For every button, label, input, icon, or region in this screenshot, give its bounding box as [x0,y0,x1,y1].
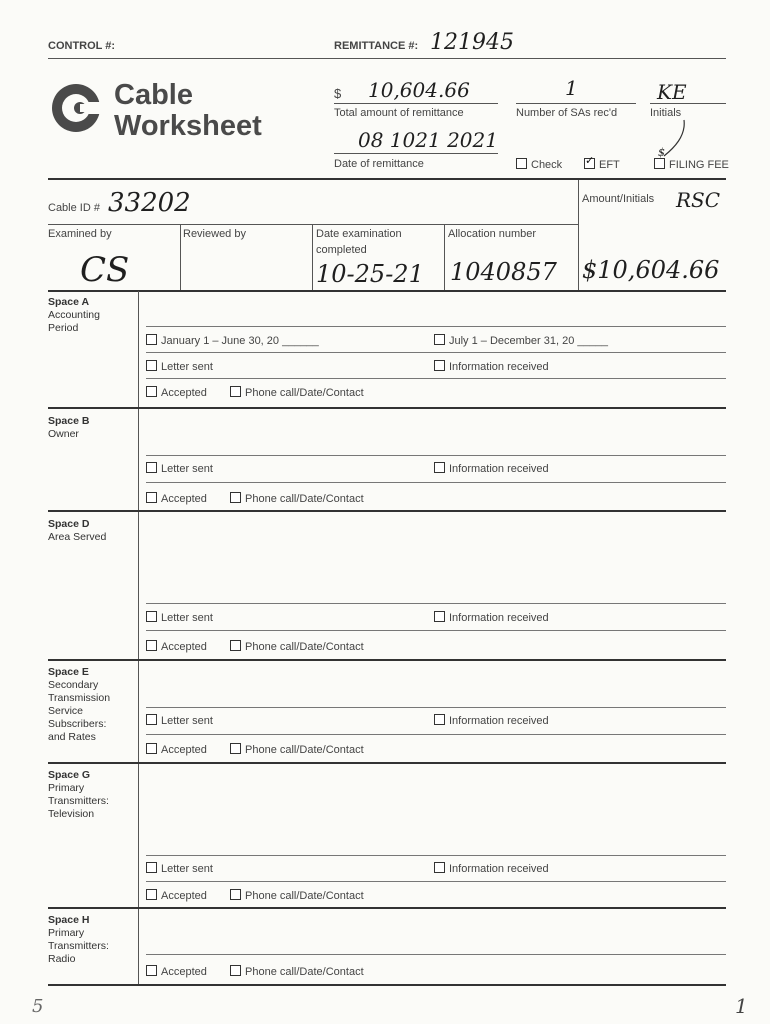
total-amount-value[interactable]: 10,604.66 [368,78,470,102]
eft-label: EFT [599,159,620,171]
space-d-subtitle: Area Served [48,531,107,543]
space-a-letter-sent[interactable] [146,360,213,373]
copyright-logo [50,82,102,134]
num-sas-line [516,103,636,104]
space-a-info-received[interactable] [434,360,549,373]
space-g-bottom-rule [48,907,726,909]
space-a-bottom-rule [48,407,726,409]
info-received-checkbox[interactable] [434,862,445,873]
accepted-label: Accepted [161,493,207,505]
accepted-checkbox[interactable] [146,965,157,976]
space-a-jul-dec-option[interactable] [434,334,608,347]
info-received-checkbox[interactable] [434,714,445,725]
eft-checkbox[interactable] [584,158,595,169]
reviewed-divider [180,224,181,290]
date-exam-label-1: Date examination [316,228,402,240]
space-d-heading: Space D [48,518,90,530]
space-h-heading: Space H [48,914,90,926]
header-rule [48,58,726,59]
letter-sent-label: Letter sent [161,612,213,624]
space-a-rule-2 [146,378,726,379]
phone-call-checkbox[interactable] [230,386,241,397]
allocation-value[interactable]: 1040857 [450,258,557,286]
space-b-heading: Space B [48,415,90,427]
space-d-letter-sent[interactable] [146,611,213,624]
space-h-subtitle: Primary Transmitters: Radio [48,927,109,965]
phone-call-checkbox[interactable] [230,965,241,976]
jan-june-checkbox[interactable] [146,334,157,345]
jul-dec-checkbox[interactable] [434,334,445,345]
space-b-phone-call[interactable] [230,492,364,505]
space-a-title [48,296,100,335]
space-d-entry-line[interactable] [146,603,726,604]
exam-row-top-rule [48,224,578,225]
initials-value[interactable]: KE [657,80,687,104]
amount-value[interactable]: $10,604.66 [582,256,720,284]
date-remittance-label: Date of remittance [334,158,424,170]
info-received-checkbox[interactable] [434,462,445,473]
space-e-entry-line[interactable] [146,707,726,708]
info-received-checkbox[interactable] [434,611,445,622]
info-received-label: Information received [449,463,549,475]
space-a-entry-line[interactable] [146,326,726,327]
phone-call-checkbox[interactable] [230,743,241,754]
header-bottom-rule [48,178,726,180]
info-received-label: Information received [449,715,549,727]
amount-column-divider [578,180,579,290]
space-d-rule-1 [146,630,726,631]
accepted-label: Accepted [161,890,207,902]
total-amount-label: Total amount of remittance [334,107,464,119]
date-remittance-line [334,153,498,154]
phone-call-label: Phone call/Date/Contact [245,890,364,902]
space-h-entry-line[interactable] [146,954,726,955]
phone-call-label: Phone call/Date/Contact [245,966,364,978]
examined-by-label: Examined by [48,228,112,240]
letter-sent-checkbox[interactable] [146,862,157,873]
jan-june-label: January 1 – June 30, 20 ______ [161,335,319,347]
space-g-phone-call[interactable] [230,889,364,902]
num-sas-label: Number of SAs rec'd [516,107,618,119]
reviewed-by-label: Reviewed by [183,228,246,240]
letter-sent-checkbox[interactable] [146,611,157,622]
initials-line [650,103,726,104]
accepted-checkbox[interactable] [146,743,157,754]
space-h-phone-call[interactable] [230,965,364,978]
phone-call-label: Phone call/Date/Contact [245,387,364,399]
initials-label: Initials [650,107,682,119]
space-b-info-received[interactable] [434,462,549,475]
check-label: Check [531,159,563,171]
space-b-bottom-rule [48,510,726,512]
space-e-accepted[interactable] [146,743,207,756]
amount-initials-label: Amount/Initials [582,193,655,205]
letter-sent-label: Letter sent [161,463,213,475]
footer-right-mark: 1 [735,994,748,1018]
remittance-label: REMITTANCE #: [334,40,419,52]
space-e-heading: Space E [48,666,89,678]
space-d-title [48,518,106,544]
phone-call-label: Phone call/Date/Contact [245,641,364,653]
info-received-label: Information received [449,612,549,624]
space-b-entry-line[interactable] [146,455,726,456]
letter-sent-label: Letter sent [161,361,213,373]
check-checkbox[interactable] [516,158,527,169]
space-h-title [48,914,109,966]
footer-left-mark: 5 [32,996,44,1017]
letter-sent-checkbox[interactable] [146,714,157,725]
space-b-rule-1 [146,482,726,483]
space-e-rule-1 [146,734,726,735]
space-h-accepted[interactable] [146,965,207,978]
space-a-jan-june-option[interactable] [146,334,319,347]
phone-call-label: Phone call/Date/Contact [245,744,364,756]
date-remittance-value[interactable]: 08 1021 2021 [358,128,498,152]
filing-fee-checkbox[interactable] [654,158,665,169]
letter-sent-checkbox[interactable] [146,462,157,473]
space-g-letter-sent[interactable] [146,862,213,875]
space-h-bottom-rule [48,984,726,986]
space-b-accepted[interactable] [146,492,207,505]
space-d-info-received[interactable] [434,611,549,624]
space-b-title [48,415,89,441]
title-line-1: Cable [114,79,193,111]
remittance-value[interactable]: 121945 [430,30,514,55]
accepted-label: Accepted [161,387,207,399]
phone-call-checkbox[interactable] [230,889,241,900]
exam-row-bottom-rule [48,290,726,292]
space-e-info-received[interactable] [434,714,549,727]
total-amount-line [334,103,498,104]
dollar-sign: $ [334,86,342,101]
space-a-heading: Space A [48,296,90,308]
cable-id-label: Cable ID # [48,202,100,214]
initials-pointer-stroke [660,118,690,158]
space-g-subtitle: Primary Transmitters: Television [48,782,109,820]
space-g-info-received[interactable] [434,862,549,875]
info-received-checkbox[interactable] [434,360,445,371]
space-g-accepted[interactable] [146,889,207,902]
phone-call-checkbox[interactable] [230,492,241,503]
check-option[interactable] [516,158,562,171]
letter-sent-checkbox[interactable] [146,360,157,371]
accepted-checkbox[interactable] [146,640,157,651]
allocation-label: Allocation number [448,228,537,240]
space-g-title [48,769,109,821]
space-d-phone-call[interactable] [230,640,364,653]
filing-fee-mark: $ [658,146,665,159]
space-e-letter-sent[interactable] [146,714,213,727]
amount-initials-value[interactable]: RSC [676,188,721,212]
filing-fee-option[interactable] [654,158,729,171]
space-g-heading: Space G [48,769,91,781]
space-g-rule-1 [146,881,726,882]
accepted-label: Accepted [161,641,207,653]
control-label: CONTROL #: [48,40,116,52]
accepted-label: Accepted [161,744,207,756]
num-sas-value[interactable]: 1 [565,76,578,100]
space-e-bottom-rule [48,762,726,764]
space-e-subtitle: Secondary Transmission Service Subscribers: and Rates [48,679,111,743]
info-received-label: Information received [449,361,549,373]
letter-sent-label: Letter sent [161,715,213,727]
spaces-column-divider [138,291,139,985]
accepted-checkbox[interactable] [146,889,157,900]
filing-fee-label: FILING FEE [669,159,729,171]
jul-dec-label: July 1 – December 31, 20 _____ [449,335,608,347]
accepted-checkbox[interactable] [146,386,157,397]
eft-option[interactable] [584,158,620,171]
phone-call-checkbox[interactable] [230,640,241,651]
phone-call-label: Phone call/Date/Contact [245,493,364,505]
allocation-divider [444,224,445,290]
space-a-subtitle: Accounting Period [48,309,100,334]
space-b-letter-sent[interactable] [146,462,213,475]
accepted-checkbox[interactable] [146,492,157,503]
space-d-accepted[interactable] [146,640,207,653]
space-a-rule-1 [146,352,726,353]
space-a-phone-call[interactable] [230,386,364,399]
space-d-bottom-rule [48,659,726,661]
space-g-entry-line[interactable] [146,855,726,856]
info-received-label: Information received [449,863,549,875]
cable-id-value[interactable]: 33202 [108,188,191,218]
space-e-phone-call[interactable] [230,743,364,756]
space-a-accepted[interactable] [146,386,207,399]
accepted-label: Accepted [161,966,207,978]
space-e-title [48,666,110,744]
date-exam-label-2: completed [316,244,367,256]
letter-sent-label: Letter sent [161,863,213,875]
examined-by-value[interactable]: CS [80,250,130,290]
date-exam-value[interactable]: 10-25-21 [316,260,424,288]
space-b-subtitle: Owner [48,428,79,440]
title-line-2: Worksheet [114,110,262,142]
date-exam-divider [312,224,313,290]
